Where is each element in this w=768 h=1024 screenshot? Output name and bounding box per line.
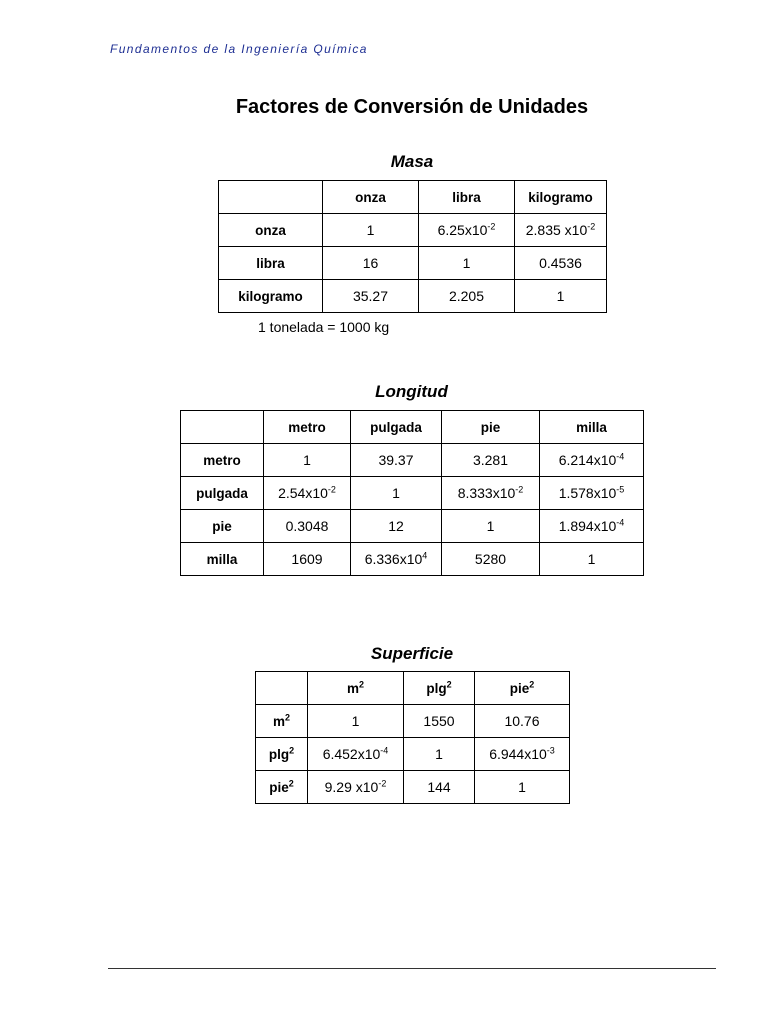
- column-header: pie: [442, 411, 540, 444]
- table-row: [219, 247, 607, 280]
- table-header-row: [219, 181, 607, 214]
- corner-cell: [256, 672, 308, 705]
- table-cell: 2.205: [419, 280, 515, 313]
- table-cell: 1: [323, 214, 419, 247]
- row-header: $m^2$: [256, 705, 308, 738]
- table-cell: 12: [351, 510, 442, 543]
- column-header: pulgada: [351, 411, 442, 444]
- table-cell: 0.4536: [515, 247, 607, 280]
- table-cell: 144: [404, 771, 475, 804]
- table-cell: 1: [351, 477, 442, 510]
- table-cell: 9.29 $x10^{-2}$: [308, 771, 404, 804]
- row-header: pie: [181, 510, 264, 543]
- table-row: [181, 444, 644, 477]
- table-cell: 1: [540, 543, 644, 576]
- table-header-row: [181, 411, 644, 444]
- table-cell: 1: [264, 444, 351, 477]
- table-cell: $6.214x10^{-4}$: [540, 444, 644, 477]
- table-cell: 16: [323, 247, 419, 280]
- table-cell: $6.25x10^{-2}$: [419, 214, 515, 247]
- table-row: [219, 280, 607, 313]
- page-title: Factores de Conversión de Unidades: [235, 96, 589, 118]
- table-cell: 1: [308, 705, 404, 738]
- row-header: libra: [219, 247, 323, 280]
- column-header: metro: [264, 411, 351, 444]
- table-cell: $6.336x10^4$: [351, 543, 442, 576]
- table-cell: 2.835 $x10^{-2}$: [515, 214, 607, 247]
- table-row: [256, 705, 570, 738]
- longitud-table: [180, 410, 644, 576]
- table-cell: $6.944x10^{-3}$: [475, 738, 570, 771]
- table-cell: 5280: [442, 543, 540, 576]
- table-cell: 10.76: [475, 705, 570, 738]
- table-row: [219, 214, 607, 247]
- table-cell: 1550: [404, 705, 475, 738]
- column-header: pie$^2$: [475, 672, 570, 705]
- column-header: $m^2$: [308, 672, 404, 705]
- table-cell: $8.333x10^{-2}$: [442, 477, 540, 510]
- corner-cell: [181, 411, 264, 444]
- table-header-row: [256, 672, 570, 705]
- table-cell: $1.894x10^{-4}$: [540, 510, 644, 543]
- table-cell: 1: [515, 280, 607, 313]
- table-row: [181, 510, 644, 543]
- table-row: [256, 738, 570, 771]
- superficie-table: [255, 671, 570, 804]
- column-header: kilogramo: [515, 181, 607, 214]
- row-header: plg$^2$: [256, 738, 308, 771]
- table-cell: 1609: [264, 543, 351, 576]
- table-cell: $2.54x10^{-2}$: [264, 477, 351, 510]
- masa-table: [218, 180, 607, 313]
- longitud-section-title: Longitud: [375, 382, 448, 401]
- table-cell: 1: [419, 247, 515, 280]
- row-header: milla: [181, 543, 264, 576]
- row-header: pie$^2$: [256, 771, 308, 804]
- table-cell: 39.37: [351, 444, 442, 477]
- table-cell: 1: [475, 771, 570, 804]
- row-header: onza: [219, 214, 323, 247]
- footer-rule: [108, 968, 716, 969]
- masa-section-title: Masa: [390, 152, 434, 171]
- table-cell: 1: [404, 738, 475, 771]
- table-cell: $1.578x10^{-5}$: [540, 477, 644, 510]
- table-cell: 1: [442, 510, 540, 543]
- table-cell: 3.281: [442, 444, 540, 477]
- tonelada-note: 1 tonelada = 1000 kg: [258, 319, 390, 335]
- table-cell: $6.452x10^{-4}$: [308, 738, 404, 771]
- row-header: kilogramo: [219, 280, 323, 313]
- table-row: [256, 771, 570, 804]
- column-header: plg$^2$: [404, 672, 475, 705]
- document-header: Fundamentos de la Ingeniería Química: [110, 42, 368, 56]
- column-header: onza: [323, 181, 419, 214]
- table-cell: 0.3048: [264, 510, 351, 543]
- table-cell: 35.27: [323, 280, 419, 313]
- table-row: [181, 543, 644, 576]
- column-header: milla: [540, 411, 644, 444]
- superficie-section-title: Superficie: [370, 644, 454, 663]
- corner-cell: [219, 181, 323, 214]
- column-header: libra: [419, 181, 515, 214]
- table-row: [181, 477, 644, 510]
- row-header: metro: [181, 444, 264, 477]
- row-header: pulgada: [181, 477, 264, 510]
